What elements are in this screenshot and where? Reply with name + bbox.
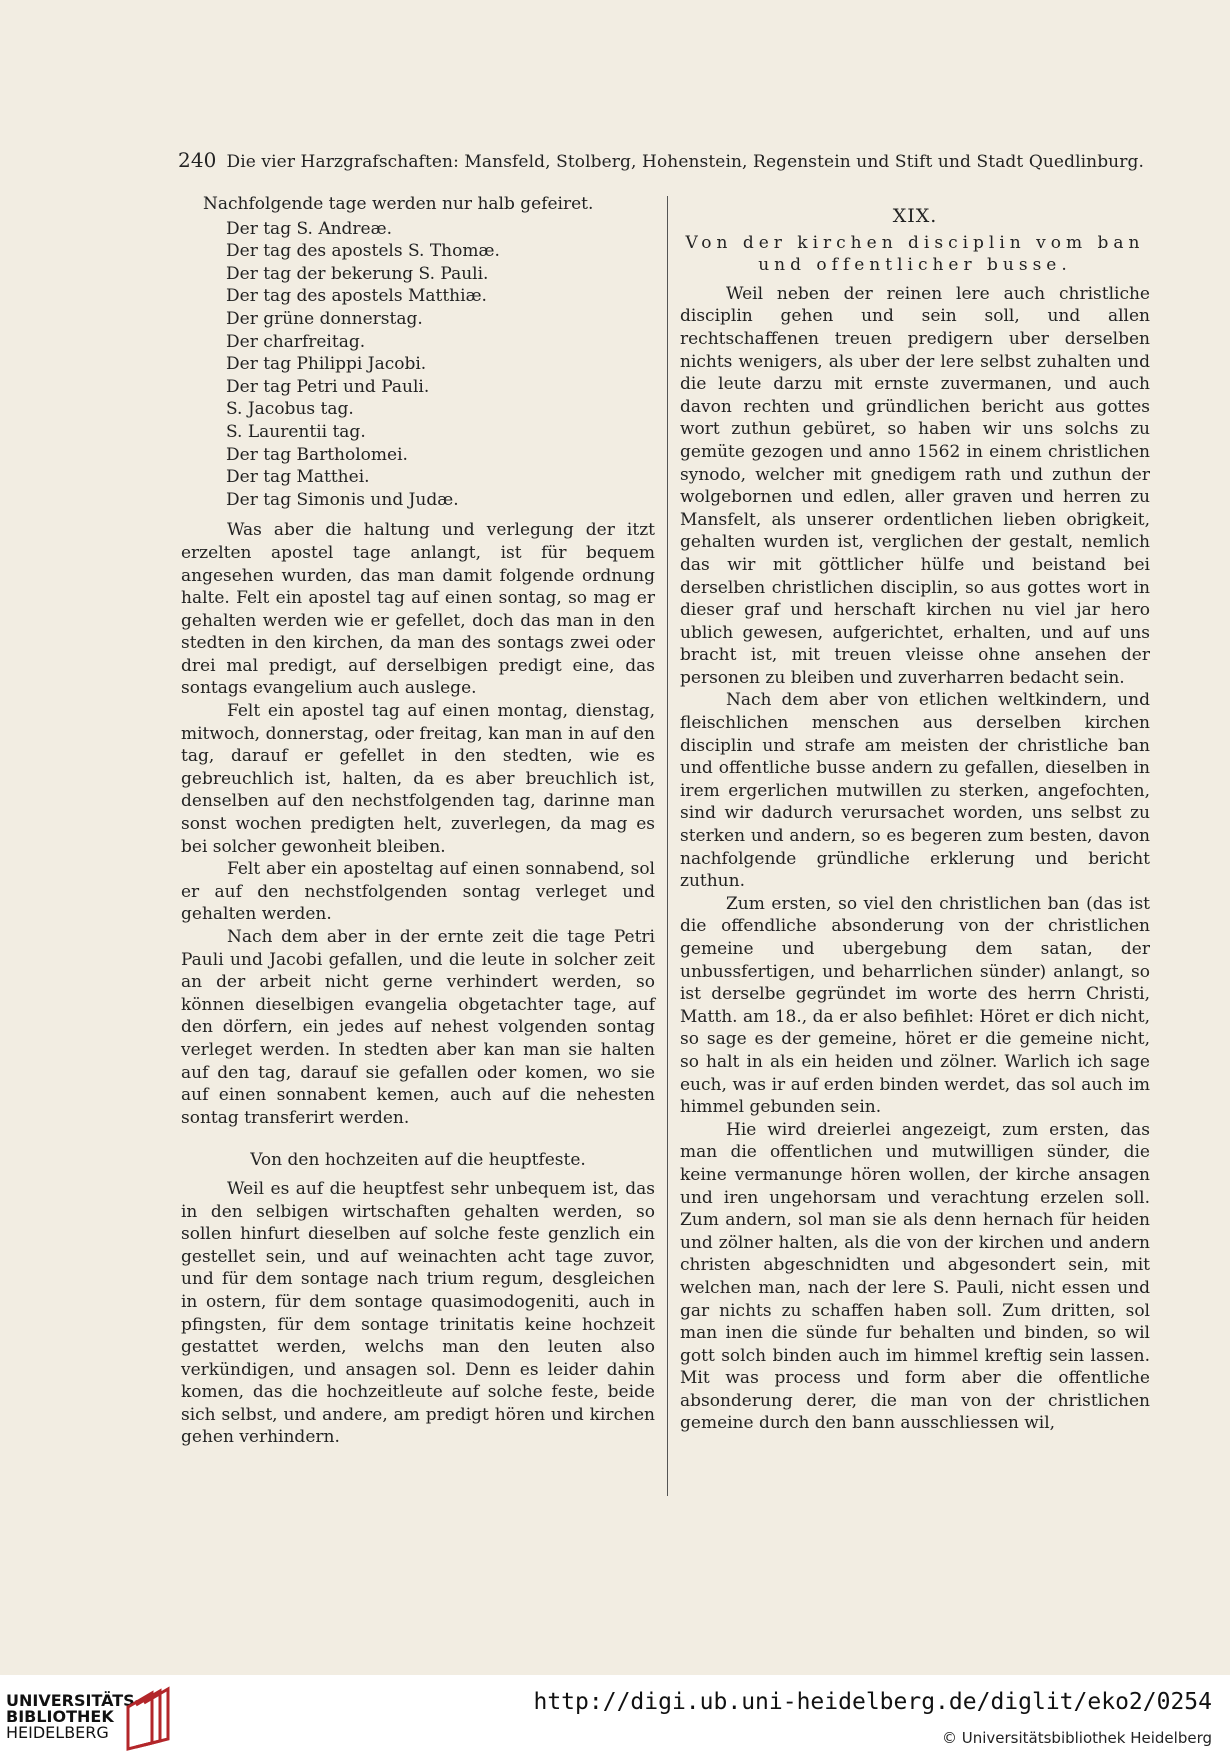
chapter-title: Von der kirchen disciplin vom ban und offentlicher busse.	[685, 232, 1145, 276]
list-item: Der tag des apostels Matthiæ.	[226, 286, 487, 307]
half-holiday-list	[226, 218, 655, 512]
column-divider	[667, 196, 668, 1496]
list-item: Der charfreitag.	[226, 331, 366, 352]
page-number: 240	[178, 148, 217, 172]
list-item: Der grüne donnerstag.	[226, 308, 423, 329]
right-column	[680, 193, 1150, 1435]
logo-line: UNIVERSITÄTS-	[6, 1691, 142, 1710]
paragraph: Nach dem aber in der ernte zeit die tage Petri Pauli und Jacobi gefallen, und die leute in solcher zeit an der arbeit nicht gerne verhindert werden, so können dieselbigen evangelia obgetachter tage, auf den dörfern, ein jedes auf nehest volgenden sontag verleget werden. In stedten aber kan man sie halten auf den tag, darauf sie gefallen oder komen, wo sie auf einen sonnabent kemen, auch auf die nehesten sontag transferirt werden.	[181, 927, 655, 1128]
list-item: Der tag Matthei.	[226, 467, 370, 488]
list-item: S. Jacobus tag.	[226, 399, 354, 420]
list-item: S. Laurentii tag.	[226, 421, 366, 442]
library-logo-icon	[122, 1685, 174, 1751]
list-item: Der tag des apostels S. Thomæ.	[226, 241, 500, 262]
list-item: Der tag der bekerung S. Pauli.	[226, 263, 489, 284]
paragraph: Felt aber ein aposteltag auf einen sonnabend, sol er auf den nechstfolgenden sontag verleget und gehalten werden.	[181, 859, 655, 925]
paragraph: Felt ein apostel tag auf einen montag, dienstag, mitwoch, donnerstag, oder freitag, kan man in auf den tag, darauf er gefellet in den stedten, wie es gebreuchlich ist, halten, da es aber breuchlich ist, denselben auf den nechstfolgenden tag, darinne man sonst wochen predigten helt, zuverlegen, da mag es bei solcher gewonheit bleiben.	[181, 701, 655, 857]
list-item: Der tag Simonis und Judæ.	[226, 489, 459, 510]
list-item: Der tag Petri und Pauli.	[226, 376, 430, 397]
paragraph: Weil es auf die heuptfest sehr unbequem ist, das in den selbigen wirtschaften gehalten werden, so sollen hinfurt dieselben auf solche feste genzlich ein gestellet sein, und auf weinachten acht tage zuvor, und für dem sontage nach trium regum, desgleichen in ostern, für dem sontage quasimodogeniti, auch in pfingsten, für dem sontage trinitatis keine hochzeit gestattet werden, welchs man den leuten also verkündigen, und ansagen sol. Denn es leider dahin komen, das die hochzeitleute auf solche feste, beide sich selbst, und andere, am predigt hören und kirchen gehen verhindern.	[181, 1178, 655, 1448]
permalink-url[interactable]: http://digi.ub.uni-heidelberg.de/diglit/eko2/0254	[533, 1689, 1212, 1715]
paragraph: Weil neben der reinen lere auch christliche disciplin gehen und sein soll, und allen rechtschaffenen treuen predigern uber derselben nichts wenigers, als uber der lere selbst zuhalten und die leute darzu mit ernste zuvermanen, und auch davon rechten und gründlichen bericht aus gottes wort zuthun gebüret, so haben wir uns solchs zu gemüte gezogen und anno 1562 in einem christlichen synodo, welcher mit gnedigem rath und zuthun der wolgebornen und edlen, aller graven und herren zu Mansfelt, als unserer ordentlichen lieben obrigkeit, gehalten wurden ist, verglichen der gestalt, nemlich das wir mit göttlicher hülfe und beistand bei derselben christlichen disciplin, so aus gottes wort in dieser graf und herschaft kirchen nu viel jar hero ublich gewesen, aufgerichtet, erhalten, und auf uns bracht ist, mit treuen vleisse ohne ansehen der personen zu bleiben und zuverharren bedacht sein.	[680, 283, 1150, 688]
paragraph: Nach dem aber von etlichen weltkindern, und fleischlichen menschen aus derselben kirchen disciplin und strafe am meisten der christliche ban und offentliche busse andern zu gefallen, dieselben in irem ergerlichen mutwillen zu sterken, angefochten, sind wir dadurch verursachet worden, uns selbst zu sterken und andern, so es begeren zum besten, davon nachfolgende gründliche erklerung und bericht zuthun.	[680, 690, 1150, 892]
paragraph: Hie wird dreierlei angezeigt, zum ersten, das man die offentlichen und mutwilligen sünder, die keine vermanunge hören wollen, der kirche ansagen und iren ungehorsam und verachtung erzelen soll. Zum andern, sol man sie als denn hernach für heiden und zölner halten, als die von der kirchen und andern christen abgeschnidten und abgesondert sein, mit welchen man, nach der lere S. Pauli, nicht essen und gar nichts zu schaffen haben soll. Zum dritten, sol man inen die sünde fur behalten und binden, so wil gott solch binden auch im himmel kreftig sein lassen. Mit was process und form aber die offentliche absonderung derer, die man von der christlichen gemeine durch den bann ausschliessen wil,	[680, 1119, 1150, 1434]
paragraph: Zum ersten, so viel den christlichen ban (das ist die offendliche absonderung von der christlichen gemeine und ubergebung dem satan, der unbussfertigen, und beharrlichen sünder) anlangt, so ist derselbe gegründet im worte des herrn Christi, Matth. am 18., da er also befihlet: Höret er dich nicht, so sage es der gemeine, höret er die gemeine nicht, so halt in als ein heiden und zölner. Warlich ich sage euch, was ir auf erden binden werdet, das sol auch im himmel gebunden sein.	[680, 893, 1150, 1118]
left-column	[181, 193, 655, 1449]
chapter-number: XIX.	[892, 205, 938, 227]
list-item: Der tag Bartholomei.	[226, 444, 408, 465]
paragraph: Was aber die haltung und verlegung der itzt erzelten apostel tage anlangt, ist für bequem angesehen wurden, das man damit folgende ordnung halte. Felt ein apostel tag auf einen sontag, so mag er gehalten werden wie er gefellet, doch das man in den stedten in den kirchen, da man des sontags zwei oder drei mal predigt, auf derselbigen predigt eine, das sontags evangelium auch auslege.	[181, 520, 655, 699]
running-header	[178, 148, 1144, 172]
logo-line: HEIDELBERG	[6, 1723, 109, 1742]
library-footer	[0, 1675, 1230, 1763]
copyright-notice: © Universitätsbibliothek Heidelberg	[941, 1729, 1212, 1747]
section-heading: Von den hochzeiten auf die heuptfeste.	[250, 1150, 586, 1171]
holiday-list-heading: Nachfolgende tage werden nur halb gefeiret.	[203, 194, 594, 214]
list-item: Der tag Philippi Jacobi.	[226, 354, 427, 375]
list-item: Der tag S. Andreæ.	[226, 218, 392, 239]
running-title: Die vier Harzgrafschaften: Mansfeld, Stolberg, Hohenstein, Regenstein und Stift und Stadt Quedlinburg.	[226, 152, 1144, 172]
logo-line: BIBLIOTHEK	[6, 1707, 114, 1726]
